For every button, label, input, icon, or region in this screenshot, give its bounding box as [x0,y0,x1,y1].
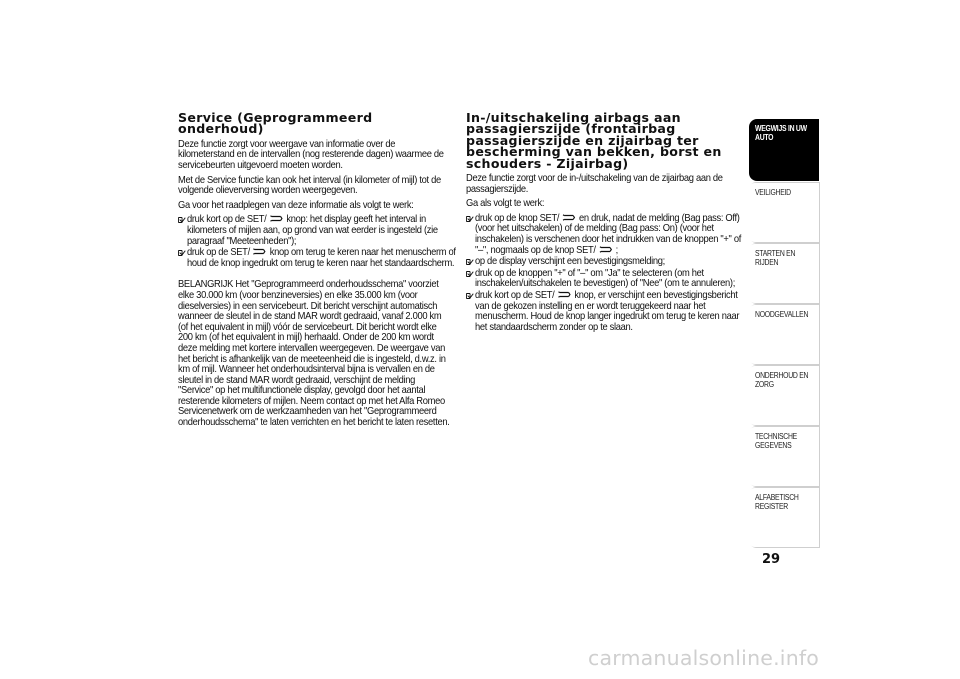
checkbox-icon [466,271,471,277]
service-oil-interval: Met de Service functie kan ook het interval (in kilometer of mijl) tot de volgende olieverversing worden weergegeven. [178,174,441,197]
checkbox-icon [466,259,471,265]
list-item: druk op de knop SET/ en druk, nadat de melding (Bag pass: Off) (voor het uitschakelen) of de melding (Bag pass: On) (voor het inschakelen) is verschenen door het indrukken van de knoppen "+" of "–", nogmaals op de knop SET/ ; [466,214,749,256]
service-intro: Deze functie zorgt voor weergave van informatie over de kilometerstand en de intervallen (nog resterende dagen) waarmee de servicebeurten uitgevoerd moeten worden. [178,138,444,171]
right-column [466,112,740,334]
tab-alfabetisch-register[interactable]: ALFABETISCH REGISTER [749,488,819,547]
section-title-service: Service (Geprogrammeerd onderhoud) [178,110,373,137]
list-item: druk op de knoppen "+" of "–" om "Ja" te selecteren (om het inschakelen/uitschakelen te bevestigen) of "Nee" (om te annuleren); [466,269,749,290]
list-item: druk kort op de SET/ knop, er verschijnt een bevestigingsbericht van de gekozen instelling en er wordt teruggekeerd naar het menuscherm. Houd de knop langer ingedrukt om terug te keren naar het standaardscherm zonder op te slaan. [466,291,749,333]
airbag-intro: Deze functie zorgt voor de in-/uitschakeling van de zijairbag aan de passagierszijde. [466,173,723,195]
list-item: druk kort op de SET/ knop: het display geeft het interval in kilometers of mijlen aan, op grond van wat eerder is ingesteld (zie paragraaf "Meeteenheden"); [178,215,459,247]
tab-onderhoud-en-zorg[interactable]: ONDERHOUD EN ZORG [749,366,819,425]
left-column [178,110,456,433]
page-number: 29 [762,552,781,567]
checkbox-icon [178,250,183,256]
service-howto: Ga voor het raadplegen van deze informatie als volgt te werk: [178,199,414,211]
tab-veiligheid[interactable]: VEILIGHEID [749,183,819,242]
list-item: druk op de SET/ knop om terug te keren naar het menuscherm of houd de knop ingedrukt om terug te keren naar het standaardscherm. [178,248,459,269]
list-item: op de display verschijnt een bevestigingsmelding; [466,257,749,268]
checkbox-icon [466,293,471,299]
section-title-airbag: In-/uitschakeling airbags aan passagierszijde (frontairbag passagierszijde en zijairbag ter bescherming van bekken, borst en schouders - Zijairbag) [466,110,722,171]
return-key-icon [599,246,613,253]
return-key-icon [558,291,572,298]
chapter-tabs [749,119,819,549]
checkbox-icon [466,216,471,222]
service-important-note: BELANGRIJK Het "Geprogrammeerd onderhoudsschema" voorziet elke 30.000 km (voor benzineversies) en elke 35.000 km (voor dieselversies) in een servicebeurt. Dit bericht verschijnt automatisch wanneer de sleutel in de stand MAR wordt gedraaid, vanaf 2.000 km (of het equivalent in mijl) vóór de servicebeurt. Dit bericht wordt elke 200 km (of het equivalent in mijl) herhaald. Onder de 200 km wordt deze melding met kortere intervallen weergegeven. De weergave van het bericht is afhankelijk van de meeteenheid die is ingesteld, d.w.z. in km of mijl. Wanneer het onderhoudsinterval bijna is vervallen en de sleutel in de stand MAR wordt gedraaid, verschijnt de melding "Service" op het multifunctionele display, gevolgd door het aantal resterende kilometers of mijlen. Neem contact op met het Alfa Romeo Servicenetwerk om de werkzaamheden van het "Geprogrammeerd onderhoudsschema" te laten verrichten en het bericht te laten resetten. [178,279,450,429]
airbag-howto: Ga als volgt te werk: [466,198,545,210]
return-key-icon [562,214,576,221]
tab-technische-gegevens[interactable]: TECHNISCHE GEGEVENS [749,427,819,486]
watermark: carmanualsonline.info [588,646,820,670]
return-key-icon [270,215,284,222]
return-key-icon [253,248,267,255]
checkbox-icon [178,217,183,223]
tab-noodgevallen[interactable]: NOODGEVALLEN [749,305,819,364]
tab-wegwijs[interactable]: WEGWIJS IN UW AUTO [749,119,819,181]
tab-starten-en-rijden[interactable]: STARTEN EN RIJDEN [749,244,819,303]
